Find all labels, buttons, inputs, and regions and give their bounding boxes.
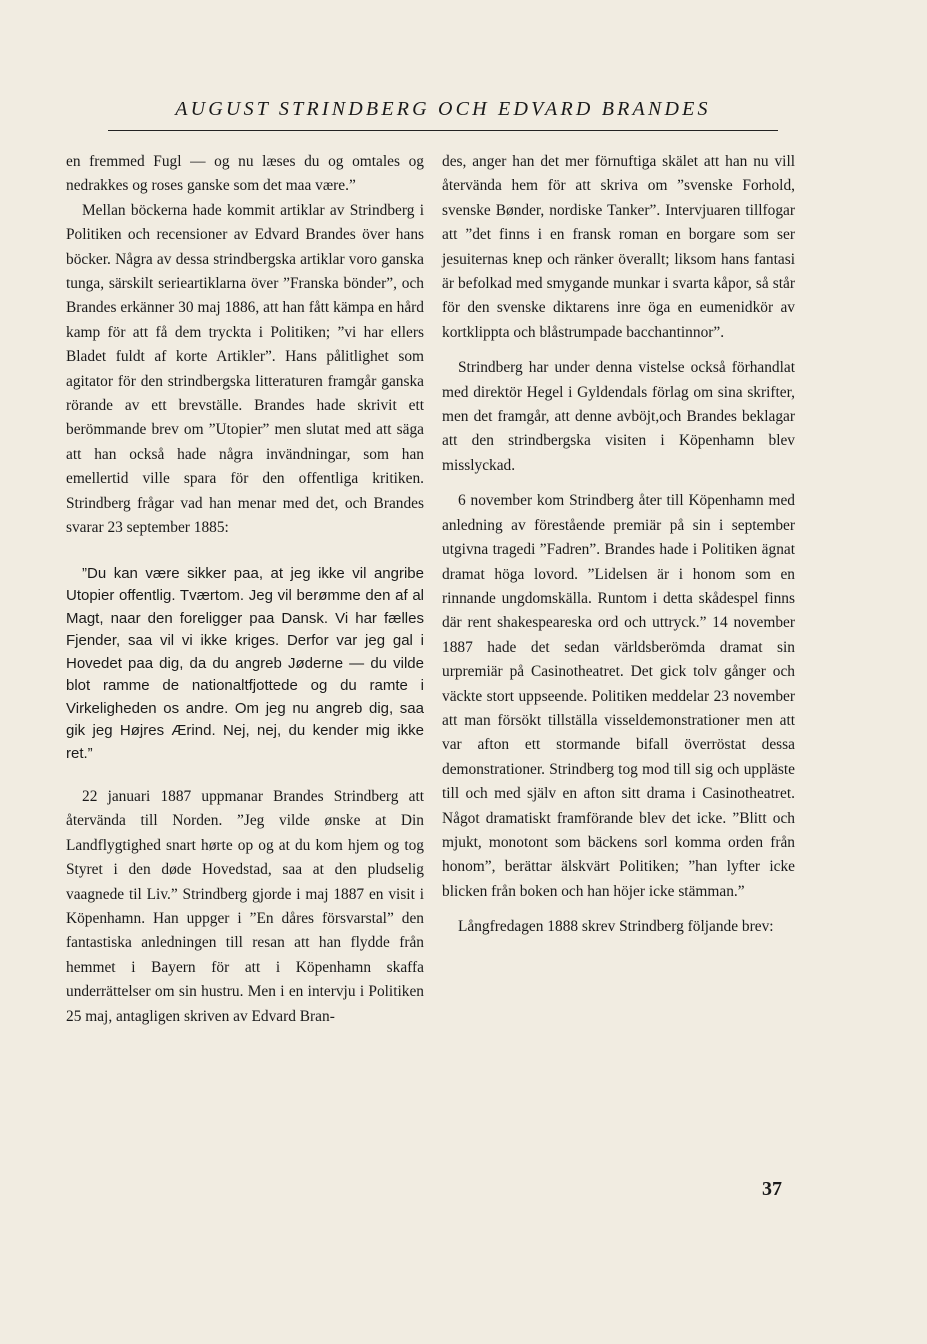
paragraph: des, anger han det mer förnuftiga skälet att han nu vill återvända hem för att skriva om ”svenske Forhold, svenske Bønder, nordiske Tanker”. Intervjuaren tillfogar att ”det finns i en fransk roman en borgare som ser jesuiternas knep och ränker överallt; liksom hans fantasi är befolkad med smygande munkar i svarta kåpor, så står för den svenske diktarens inre öga en eumenidkör av kortklippta och blåstrumpade bacchantinnor”. (442, 153, 795, 341)
paragraph: 22 januari 1887 uppmanar Brandes Strindberg att återvända till Norden. ”Jeg vilde ønske at Din Landflygtighed snart hørte op og at du kom hjem og tog Styret i den døde Hovedstad, saa at den pludselig vaagnede til Liv.” Strindberg gjorde i maj 1887 en visit i Köpenhamn. Han uppger i ”En dåres försvarstal” den fantastiska anledningen till resan att han flydde från hemmet i Bayern för att i Köpenhamn skaffa underrättelser om sin hustru. Men i en intervju i Politiken 25 maj, antagligen skriven av Edvard Bran- (66, 788, 424, 1025)
paragraph: Strindberg har under denna vistelse också förhandlat med direktör Hegel i Gyldendals förlag om sina skrifter, men det framgår, att denne avböjt,och Brandes beklagar att den strindbergska visiten i Köpenhamn blev misslyckad. (442, 359, 795, 474)
header-rule (108, 130, 778, 131)
right-column (442, 150, 795, 940)
paragraph: 6 november kom Strindberg åter till Köpenhamn med anledning av förestående premiär på sin i september utgivna tragedi ”Fadren”. Brandes hade i Politiken ägnat dramat höga lovord. ”Lidelsen är i honom som en rinnande ungdomskälla. Runtom i detta skådespel finns där rent shakespeareska ord och uttryck.” 14 november 1887 hade det sedan världsberömda dramat sin urpremiär på Casinotheatret. Det gick tolv gånger och väckte stort uppseende. Politiken meddelar 23 november att man försökt tillställa visseldemonstrationer men att var afton ett stormande bifall överröstat dessa demonstrationer. Strindberg tog mod till sig och uppläste till och med själv en afton sitt drama i Casinotheatret. Något dramatiskt framförande blev det icke. ”Blitt och mjukt, monotont som bäckens sorl komma orden från honom”, berättar älskvärt Politiken; ”han lyfter icke blicken från boken och han höjer icke stämman.” (442, 492, 795, 900)
running-header: AUGUST STRINDBERG OCH EDVARD BRANDES (175, 98, 711, 120)
block-quote: ”Du kan være sikker paa, at jeg ikke vil angribe Utopier offentlig. Tværtom. Jeg vil berømme den af al Magt, naar den foreligger paa Dansk. Vi har fælles Fjender, saa vil vi ikke kriges. Derfor var jeg gal i Hovedet paa dig, da du angreb Jøderne — du vilde blot ramme de nationaltfjottede og du ramte i Virkeligheden os andre. Om jeg nu angreb dig, saa gik jeg Højres Ærind. Nej, nej, du kender mig ikke ret.” (66, 564, 424, 762)
paragraph: Mellan böckerna hade kommit artiklar av Strindberg i Politiken och recensioner av Edvard Brandes över hans böcker. Några av dessa strindbergska artiklar voro ganska tunga, särskilt serieartiklarna över ”Franska bönder”, och Brandes erkänner 30 maj 1886, att han fått kämpa en hård kamp för att få dem tryckta i Politiken; ”vi har ellers Bladet fuldt af korte Artikler”. Hans pålitlighet som agitator för den strindbergska litteraturen framgår ganska rörande av ett brevställe. Brandes hade skrivit ett berömmande brev om ”Utopier” men slutat med att säga att han också hade några invändningar, som han emellertid ville spara för den offentliga kritiken. Strindberg frågar vad han menar med det, och Brandes svarar 23 september 1885: (66, 201, 424, 537)
paragraph: Långfredagen 1888 skrev Strindberg följande brev: (458, 918, 774, 936)
page-number: 37 (762, 1178, 782, 1200)
paragraph: en fremmed Fugl — og nu læses du og omtales og nedrakkes og roses ganske som det maa være.” (66, 153, 424, 195)
left-column (66, 150, 424, 1029)
